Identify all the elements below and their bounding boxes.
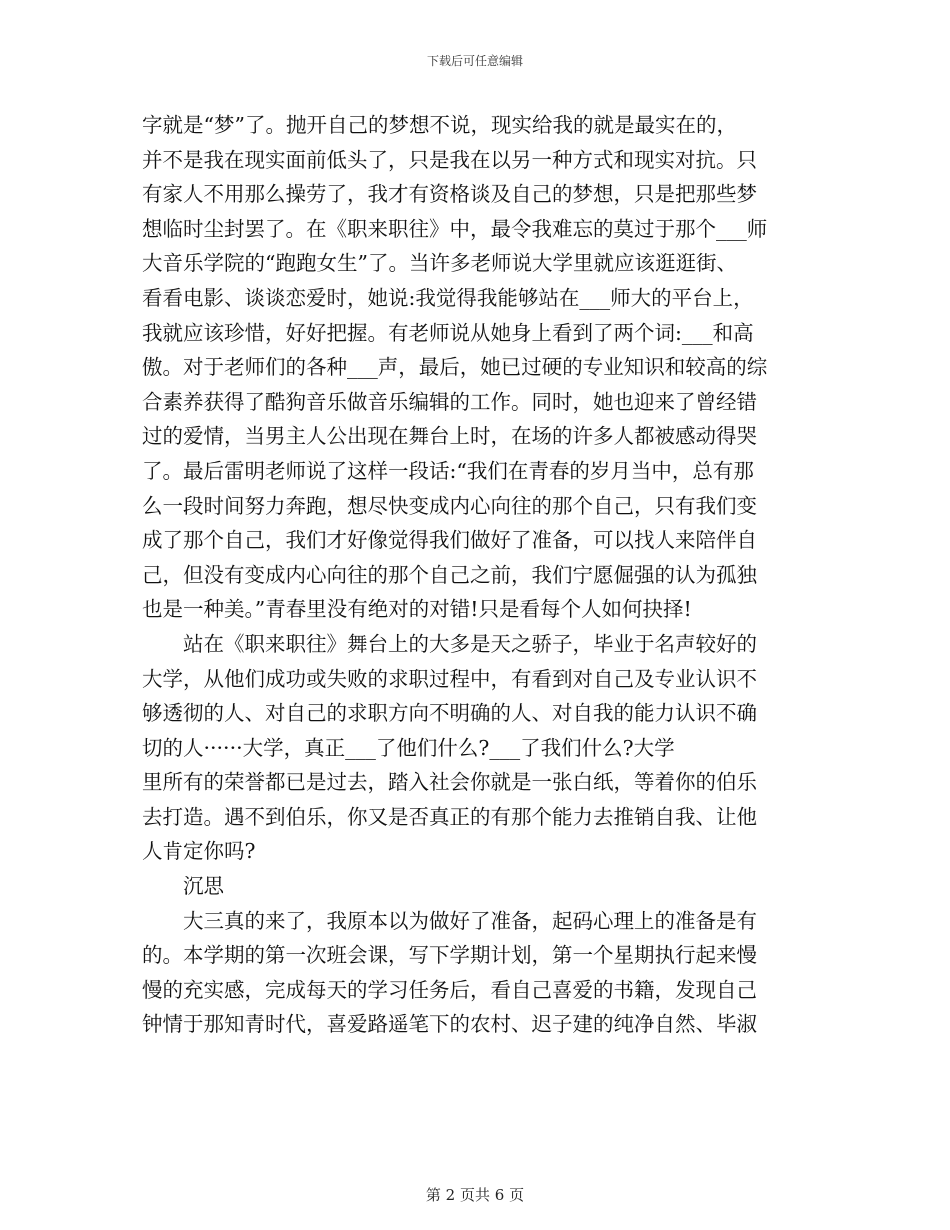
paragraph-start-line: 站在《职来职往》舞台上的大多是天之骄子，毕业于名声较好的: [183, 631, 757, 656]
text-line: 钟情于那知青时代，喜爱路遥笔下的农村、迟子建的纯净自然、毕淑: [142, 1012, 757, 1037]
text-line: 人肯定你吗?: [142, 839, 256, 864]
text-line: 字就是“梦”了。抛开自己的梦想不说，现实给我的就是最实在的，: [142, 113, 737, 137]
page-header: 下载后可任意编辑: [426, 54, 523, 68]
text-line: 有家人不用那么操劳了，我才有资格谈及自己的梦想，只是把那些梦: [142, 182, 757, 207]
text-line: 傲。对于老师们的各种___声，最后，她已过硬的专业知识和较高的综: [142, 355, 768, 380]
text-line: 了。最后雷明老师说了这样一段话:“我们在青春的岁月当中，总有那: [142, 458, 754, 483]
text-line: 够透彻的人、对自己的求职方向不明确的人、对自我的能力认识不确: [142, 701, 757, 726]
text-line: 去打造。遇不到伯乐，你又是否真正的有那个能力去推销自我、让他: [142, 804, 757, 829]
paragraph-start-line: 大三真的来了，我原本以为做好了准备，起码心理上的准备是有: [183, 908, 757, 933]
text-line: 慢的充实感，完成每天的学习任务后，看自己喜爱的书籍，发现自己: [142, 977, 757, 1002]
text-line: 里所有的荣誉都已是过去，踏入社会你就是一张白纸，等着你的伯乐: [142, 770, 757, 795]
text-line: 成了那个自己，我们才好像觉得我们做好了准备，可以找人来陪伴自: [142, 528, 757, 553]
text-line: 看看电影、谈谈恋爱时，她说:我觉得我能够站在___师大的平台上，: [142, 285, 754, 310]
section-heading: 沉思: [183, 874, 224, 899]
page-footer: 第 2 页共 6 页: [425, 1186, 525, 1204]
text-line: 大学，从他们成功或失败的求职过程中，有看到对自己及专业认识不: [142, 666, 757, 691]
text-line: 想临时尘封罢了。在《职来职往》中，最令我难忘的莫过于那个___师: [142, 216, 768, 241]
text-line: 切的人······大学，真正___了他们什么?___了我们什么?大学: [142, 735, 675, 760]
document-body: [142, 108, 812, 1042]
text-line: 大音乐学院的“跑跑女生”了。当许多老师说大学里就应该逛逛街、: [142, 251, 737, 276]
text-line: 并不是我在现实面前低头了，只是我在以另一种方式和现实对抗。只: [142, 147, 757, 172]
text-line: 的。本学期的第一次班会课，写下学期计划，第一个星期执行起来慢: [142, 943, 757, 968]
text-line: 也是一种美。”青春里没有绝对的对错!只是看每个人如何抉择!: [142, 597, 692, 622]
text-line: 么一段时间努力奔跑，想尽快变成内心向往的那个自己，只有我们变: [142, 493, 757, 518]
text-line: 己，但没有变成内心向往的那个自己之前，我们宁愿倔强的认为孤独: [142, 562, 757, 587]
text-line: 合素养获得了酷狗音乐做音乐编辑的工作。同时，她也迎来了曾经错: [142, 389, 757, 414]
text-line: 过的爱情，当男主人公出现在舞台上时，在场的许多人都被感动得哭: [142, 424, 757, 449]
text-line: 我就应该珍惜，好好把握。有老师说从她身上看到了两个词:___和高: [142, 320, 754, 345]
